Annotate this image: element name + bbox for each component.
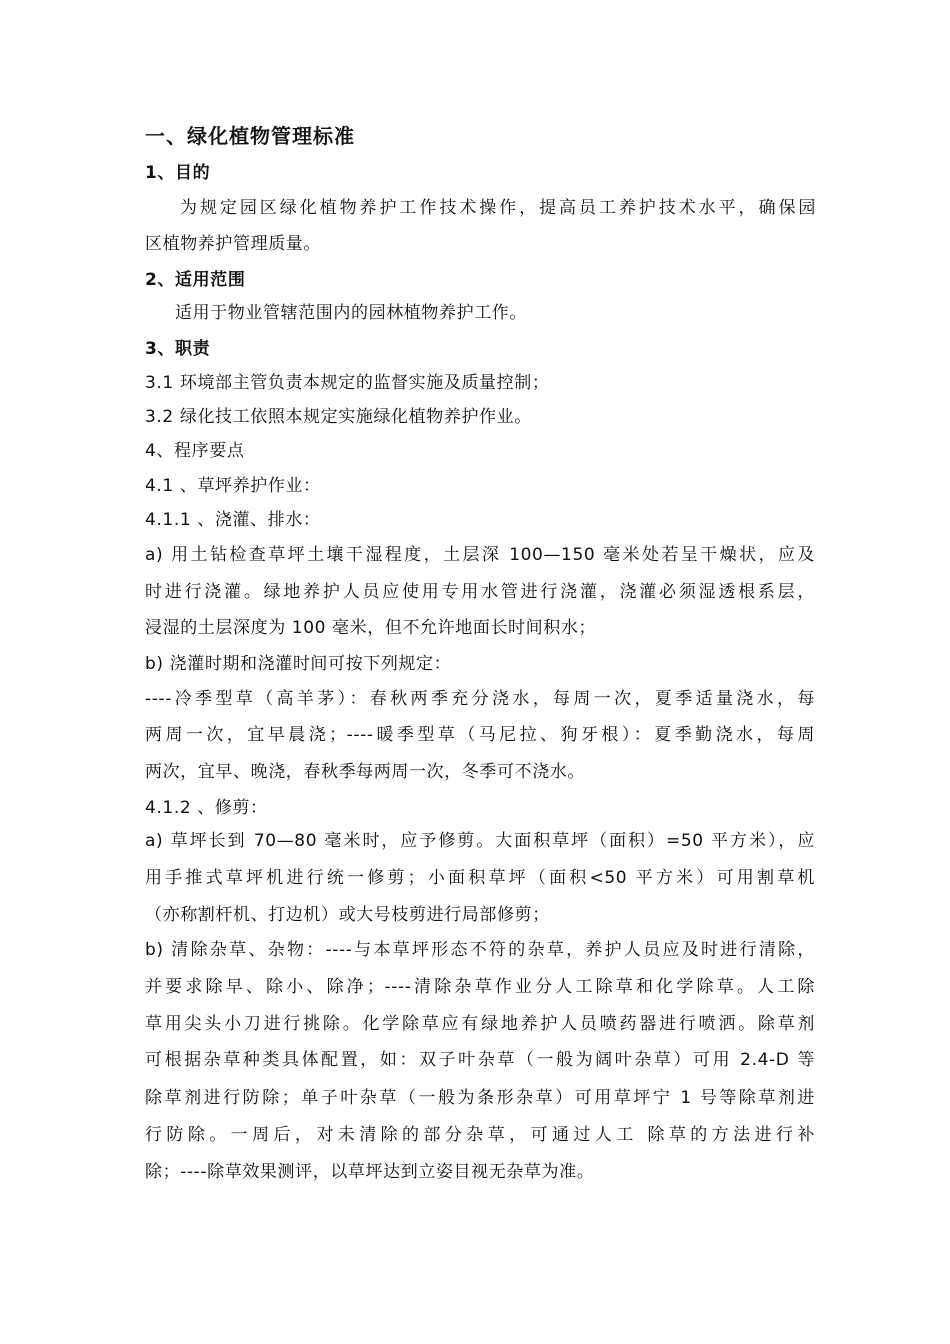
paragraph-line: a) 草坪长到 70—80 毫米时，应予修剪。大面积草坪（面积）=50 平方米），应 (145, 831, 815, 851)
paragraph-line: 用手推式草坪机进行统一修剪；小面积草坪（面积<50 平方米）可用割草机 (145, 868, 815, 888)
paragraph-line: 浸湿的土层深度为 100 毫米，但不允许地面长时间积水； (145, 618, 597, 638)
section-heading: 2、适用范围 (145, 270, 246, 290)
section-heading: 1、目的 (145, 163, 211, 183)
paragraph-line: b) 清除杂草、杂物：----与本草坪形态不符的杂草，养护人员应及时进行清除， (145, 940, 815, 960)
paragraph-line: 为规定园区绿化植物养护工作技术操作，提高员工养护技术水平，确保园 (180, 198, 816, 218)
paragraph-line: 除；----除草效果测评，以草坪达到立姿目视无杂草为准。 (145, 1162, 595, 1182)
subsection-heading: 4.1.1 、浇灌、排水： (145, 510, 321, 530)
section-heading: 4、程序要点 (145, 441, 245, 461)
paragraph-line: 行防除。一周后，对未清除的部分杂草，可通过人工 除草的方法进行补 (145, 1125, 815, 1145)
paragraph-line: 3.1 环境部主管负责本规定的监督实施及质量控制； (145, 373, 550, 393)
paragraph-line: 时进行浇灌。绿地养护人员应使用专用水管进行浇灌，浇灌必须湿透根系层， (145, 582, 815, 602)
paragraph-line: 区植物养护管理质量。 (145, 234, 321, 254)
paragraph-line: 两周一次，宜早晨浇；----暖季型草（马尼拉、狗牙根）：夏季勤浇水，每周 (145, 725, 815, 745)
paragraph-line: b) 浇灌时期和浇灌时间可按下列规定： (145, 654, 452, 674)
paragraph-line: 两次，宜早、晚浇，春秋季每两周一次，冬季可不浇水。 (145, 762, 585, 782)
subsection-heading: 4.1.2 、修剪： (145, 798, 268, 818)
paragraph-line: 草用尖头小刀进行挑除。化学除草应有绿地养护人员喷药器进行喷洒。除草剂 (145, 1014, 815, 1034)
paragraph-line: 可根据杂草种类具体配置，如：双子叶杂草（一般为阔叶杂草）可用 2.4-D 等 (145, 1050, 815, 1070)
paragraph-line: a) 用土钻检查草坪土壤干湿程度，土层深 100—150 毫米处若呈干燥状，应及 (145, 545, 815, 565)
paragraph-line: ----冷季型草（高羊茅）：春秋两季充分浇水，每周一次，夏季适量浇水，每 (145, 689, 815, 709)
section-heading: 3、职责 (145, 339, 211, 359)
paragraph-line: （亦称割杆机、打边机）或大号枝剪进行局部修剪； (145, 905, 550, 925)
paragraph-line: 除草剂进行防除；单子叶杂草（一般为条形杂草）可用草坪宁 1 号等除草剂进 (145, 1088, 815, 1108)
paragraph-line: 3.2 绿化技工依照本规定实施绿化植物养护作业。 (145, 407, 532, 427)
paragraph-line: 适用于物业管辖范围内的园林植物养护工作。 (175, 303, 527, 323)
document-title: 一、绿化植物管理标准 (145, 124, 355, 148)
subsection-heading: 4.1 、草坪养护作业： (145, 476, 321, 496)
paragraph-line: 并要求除早、除小、除净；----清除杂草作业分人工除草和化学除草。人工除 (145, 977, 815, 997)
